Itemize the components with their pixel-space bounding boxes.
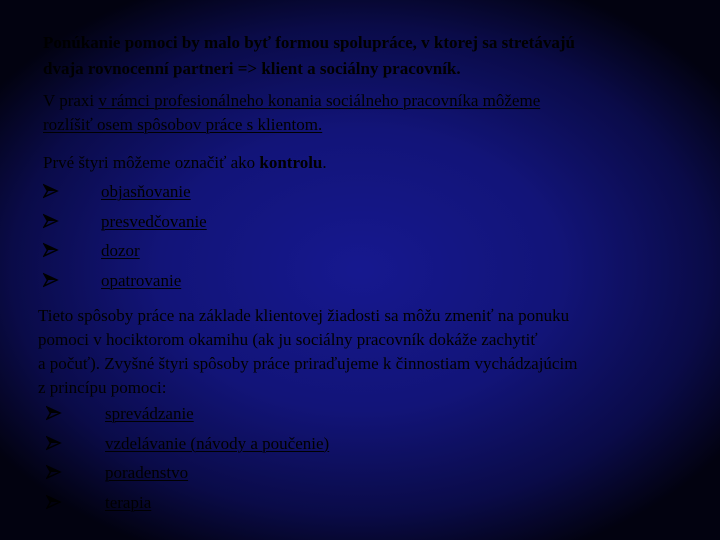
intro-paragraph [43,31,575,83]
list-item-label: poradenstvo [105,463,189,482]
list-item-label: presvedčovanie [101,211,207,231]
list-item [46,491,329,521]
control-prefix: Prvé štyri môžeme označiť ako [43,153,260,172]
help-list-container [46,402,329,520]
list-item-label: vzdelávanie (návody a poučenie) [105,433,330,453]
list-item [46,432,329,462]
list-item [43,239,327,269]
arrow-bullet-icon [43,183,59,199]
control-section [43,151,327,298]
practice-lead: V praxi [43,91,99,110]
help-line: a počuť). Zvyšné štyri spôsoby práce priraďujeme k činnostiam vychádzajúcim [38,354,578,373]
list-item-label: dozor [101,241,140,260]
control-keyword: kontrolu [259,153,323,172]
arrow-bullet-icon [46,405,62,421]
intro-line-1: Ponúkanie pomoci by malo byť formou spolupráce, v ktorej sa stretávajú [43,33,575,52]
list-item [46,461,329,491]
practice-underlined-2: rozlíšiť osem spôsobov práce s klientom. [43,115,323,134]
help-line: Tieto spôsoby práce na základe klientovej žiadosti sa môžu zmeniť na ponuku [38,306,570,325]
intro-line-2: dvaja rovnocenní partneri => klient a sociálny pracovník. [43,59,461,78]
control-list [43,180,327,298]
arrow-bullet-icon [46,464,62,480]
practice-paragraph [43,89,540,137]
arrow-bullet-icon [43,242,59,258]
arrow-bullet-icon [46,494,62,510]
help-line: z princípu pomoci: [38,378,167,397]
help-line: pomoci v hociktorom okamihu (ak ju sociálny pracovník dokáže zachytiť [38,330,538,349]
control-suffix: . [322,153,327,172]
arrow-bullet-icon [43,272,59,288]
list-item-label: objasňovanie [101,182,191,201]
list-item [43,210,327,240]
help-paragraph [38,304,577,400]
list-item [43,180,327,210]
list-item-label: opatrovanie [101,270,182,290]
list-item-label: terapia [105,492,152,512]
arrow-bullet-icon [46,435,62,451]
arrow-bullet-icon [43,213,59,229]
help-section [38,304,577,400]
list-item [46,402,329,432]
control-heading [43,151,327,180]
help-list [46,402,329,520]
practice-underlined-1: v rámci profesionálneho konania sociálneho pracovníka môžeme [98,91,541,110]
list-item-label: sprevádzanie [105,404,194,423]
list-item [43,269,327,299]
